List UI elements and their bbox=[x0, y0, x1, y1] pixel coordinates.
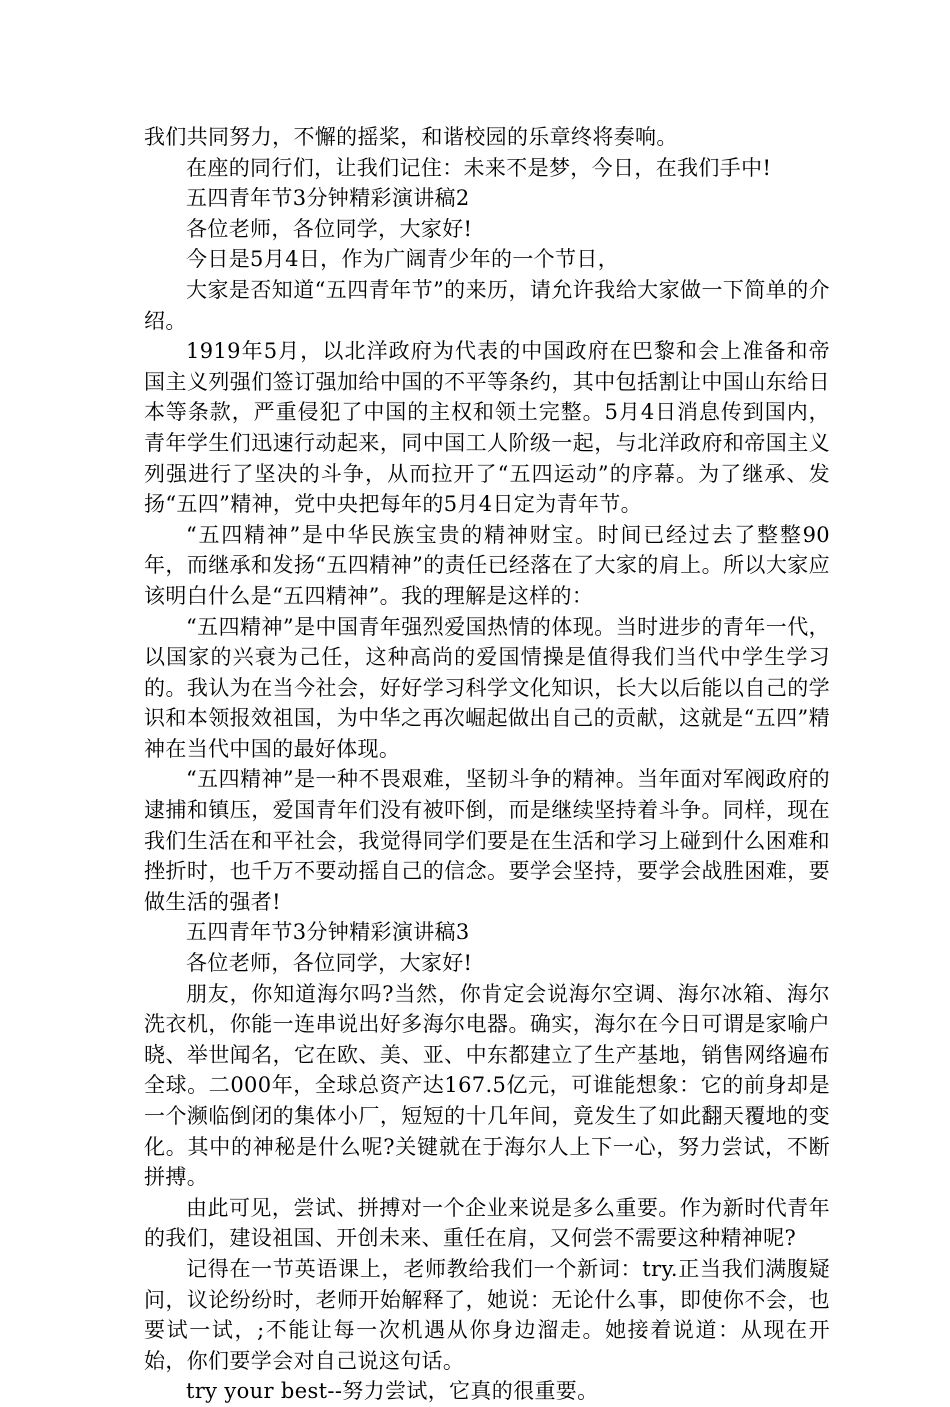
paragraph-5: 今日是5月4日，作为广阔青少年的一个节日， bbox=[186, 247, 620, 272]
paragraph-16: try your best--努力尝试，它真的很重要。 bbox=[186, 1379, 599, 1404]
paragraph-7: 1919年5月，以北洋政府为代表的中国政府在巴黎和会上准备和帝国主义列强们签订强加给中国的不平等条约，其中包括割让中国山东给日本等条款，严重侵犯了中国的主权和领土完整。5月4日消息传到国内，青年学生们迅速行动起来，同中国工人阶级一起，与北洋政府和帝国主义列强进行了坚决的斗争，从而拉开了“五四运动”的序幕。为了继承、发扬“五四”精神，党中央把每年的5月4日定为青年节。 bbox=[144, 339, 830, 517]
greeting-paragraph: 各位老师，各位同学，大家好! bbox=[186, 951, 473, 976]
paragraph-8: “五四精神”是中华民族宝贵的精神财宝。时间已经过去了整整90年，而继承和发扬“五四精神”的责任已经落在了大家的肩上。所以大家应该明白什么是“五四精神”。我的理解是这样的： bbox=[144, 522, 830, 608]
section-heading-speech-2: 五四青年节3分钟精彩演讲稿2 bbox=[186, 186, 470, 211]
paragraph-10: “五四精神”是一种不畏艰难，坚韧斗争的精神。当年面对军阀政府的逮捕和镇压，爱国青年们没有被吓倒，而是继续坚持着斗争。同样，现在我们生活在和平社会，我觉得同学们要是在生活和学习上碰到什么困难和挫折时，也千万不要动摇自己的信念。要学会坚持，要学会战胜困难，要做生活的强者! bbox=[144, 767, 830, 914]
paragraph-15: 记得在一节英语课上，老师教给我们一个新词：try.正当我们满腹疑问，议论纷纷时，老师开始解释了，她说：无论什么事，即使你不会，也要试一试，;不能让每一次机遇从你身边溜走。她接着说道：从现在开始，你们要学会对自己说这句话。 bbox=[144, 1256, 830, 1373]
paragraph-6: 大家是否知道“五四青年节”的来历，请允许我给大家做一下简单的介绍。 bbox=[144, 277, 830, 333]
section-heading-speech-3: 五四青年节3分钟精彩演讲稿3 bbox=[186, 920, 470, 945]
paragraph-1: 我们共同努力，不懈的摇桨，和谐校园的乐章终将奏响。 bbox=[144, 125, 678, 149]
paragraph-14: 由此可见，尝试、拼搏对一个企业来说是多么重要。作为新时代青年的我们，建设祖国、开创未来、重任在肩，又何尝不需要这种精神呢? bbox=[144, 1195, 830, 1251]
greeting-paragraph: 各位老师，各位同学，大家好! bbox=[186, 216, 473, 241]
paragraph-2: 在座的同行们，让我们记住：未来不是梦，今日，在我们手中! bbox=[186, 155, 772, 180]
paragraph-9: “五四精神”是中国青年强烈爱国热情的体现。当时进步的青年一代，以国家的兴衰为己任，这种高尚的爱国情操是值得我们当代中学生学习的。我认为在当今社会，好好学习科学文化知识，长大以后能以自己的学识和本领报效祖国，为中华之再次崛起做出自己的贡献，这就是“五四”精神在当代中国的最好体现。 bbox=[144, 614, 830, 761]
document-page bbox=[144, 122, 830, 1407]
paragraph-13: 朋友，你知道海尔吗?当然，你肯定会说海尔空调、海尔冰箱、海尔洗衣机，你能一连串说出好多海尔电器。确实，海尔在今日可谓是家喻户晓、举世闻名，它在欧、美、亚、中东都建立了生产基地，销售网络遍布全球。二000年，全球总资产达167.5亿元，可谁能想象：它的前身却是一个濒临倒闭的集体小厂，短短的十几年间，竟发生了如此翻天覆地的变化。其中的神秘是什么呢?关键就在于海尔人上下一心，努力尝试，不断拼搏。 bbox=[144, 981, 830, 1190]
